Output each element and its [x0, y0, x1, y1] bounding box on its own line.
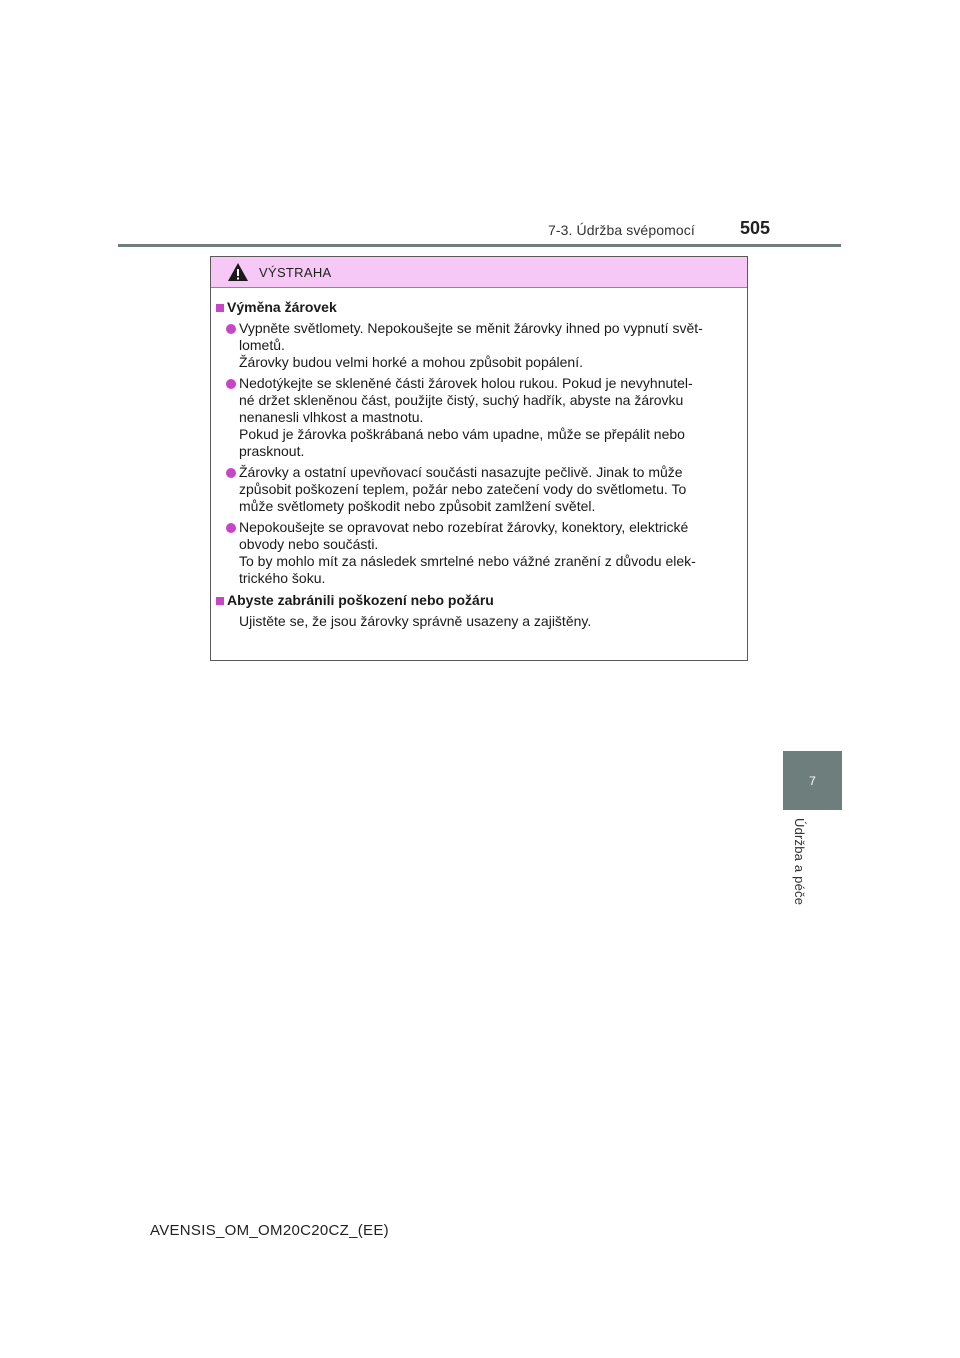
dot-bullet-icon: [226, 379, 236, 389]
warning-section-title-text: Výměna žárovek: [227, 299, 337, 315]
warning-bullet: [216, 519, 739, 587]
dot-bullet-icon: [226, 324, 236, 334]
warning-triangle-icon: [227, 262, 249, 282]
warning-section-title-text: Abyste zabránili poškození nebo požáru: [227, 592, 494, 608]
warning-box: [210, 256, 748, 661]
chapter-tab: [783, 751, 842, 810]
warning-bullet-text: Nepokoušejte se opravovat nebo rozebírat žárovky, konektory, elektrické obvody nebo součásti. To by mohlo mít za následek smrtelné nebo vážné zranění z důvodu elek- trického šoku.: [239, 519, 696, 586]
warning-bullet: [216, 464, 739, 515]
header-divider: [118, 244, 841, 247]
page-number: 505: [740, 218, 771, 238]
dot-bullet-icon: [226, 468, 236, 478]
warning-bullet-text: Nedotýkejte se skleněné části žárovek holou rukou. Pokud je nevyhnutel- né držet skleněnou část, použijte čistý, suchý hadřík, abyste na žárovku nenanesli vlhkost a mastnotu. Pokud je žárovka poškrábaná nebo vám upadne, může se přepálit nebo prasknout.: [239, 375, 693, 459]
dot-bullet-icon: [226, 523, 236, 533]
warning-section-title: [216, 591, 739, 610]
warning-section-title: [216, 298, 739, 317]
warning-bullet-text: Vypněte světlomety. Nepokoušejte se měnit žárovky ihned po vypnutí svět- lometů. Žárovky budou velmi horké a mohou způsobit popálení.: [239, 320, 703, 370]
warning-bullet-text: Žárovky a ostatní upevňovací součásti nasazujte pečlivě. Jinak to může způsobit poškození teplem, požár nebo zatečení vody do světlometu. To může světlomety poškodit nebo způsobit zamlžení světel.: [239, 464, 687, 514]
warning-section-text: Ujistěte se, že jsou žárovky správně usazeny a zajištěny.: [239, 613, 592, 629]
chapter-title: Údržba a péče: [792, 818, 807, 906]
warning-bullet: [216, 320, 739, 371]
section-title: 7-3. Údržba svépomocí: [548, 222, 695, 238]
square-bullet-icon: [216, 304, 224, 312]
chapter-number: 7: [809, 773, 816, 788]
warning-bullet: [216, 375, 739, 460]
square-bullet-icon: [216, 597, 224, 605]
warning-header: [211, 257, 747, 288]
document-code: AVENSIS_OM_OM20C20CZ_(EE): [150, 1222, 389, 1239]
warning-label: VÝSTRAHA: [259, 264, 332, 280]
warning-body: [211, 288, 747, 630]
